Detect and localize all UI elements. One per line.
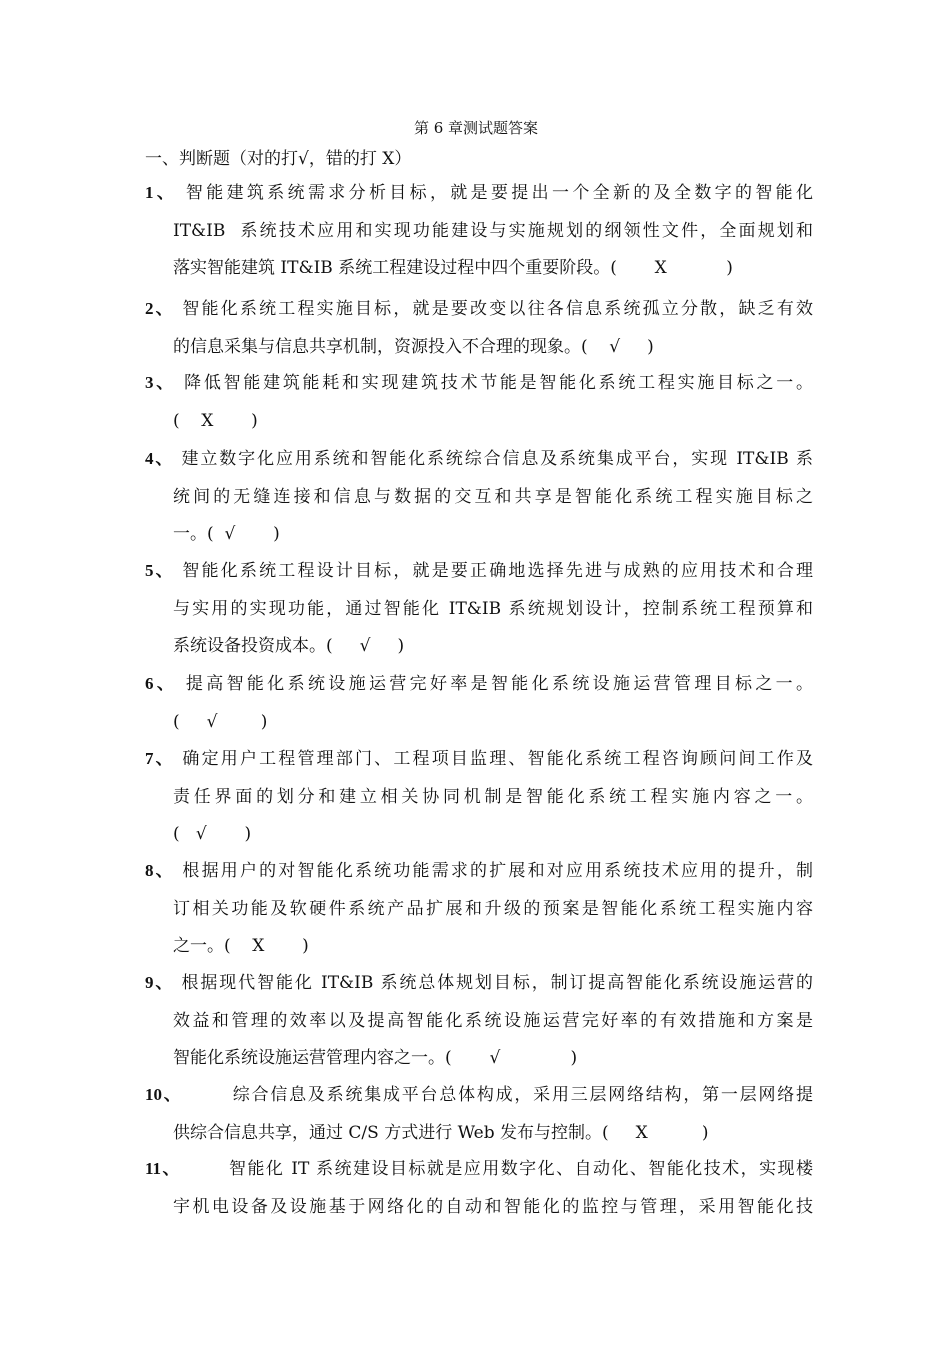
question-number: 7、: [145, 749, 175, 768]
question-text: 智能化 IT 系统建设目标就是应用数字化、自动化、智能化技术，实现楼: [180, 1159, 813, 1179]
question-item: [145, 740, 813, 854]
question-item: [145, 852, 813, 966]
question-text: 根据用户的对智能化系统功能需求的扩展和对应用系统技术应用的提升，制: [174, 861, 813, 881]
question-text: 系统设备投资成本。( √ ): [173, 636, 405, 656]
question-item: [145, 174, 813, 288]
question-number: 11、: [145, 1159, 181, 1178]
question-text: 与实用的实现功能，通过智能化 IT&IB 系统规划设计，控制系统工程预算和: [173, 598, 813, 619]
question-text: 供综合信息共享，通过 C/S 方式进行 Web 发布与控制。( X ): [173, 1122, 709, 1143]
question-text: ( √ ): [173, 824, 252, 844]
question-text: 提高智能化系统设施运营完好率是智能化系统设施运营管理目标之一。: [177, 674, 813, 694]
question-number: 2、: [145, 299, 175, 318]
question-text: 宇机电设备及设施基于网络化的自动和智能化的监控与管理，采用智能化技: [173, 1196, 813, 1217]
question-text: 责任界面的划分和建立相关协同机制是智能化系统工程实施内容之一。: [173, 786, 813, 807]
question-text: 根据现代智能化 IT&IB 系统总体规划目标，制订提高智能化系统设施运营的: [174, 973, 813, 993]
section-heading: 一、判断题（对的打√，错的打 X）: [145, 149, 412, 169]
question-number: 1、: [145, 183, 178, 202]
question-item: [145, 665, 813, 741]
question-text: ( √ ): [173, 711, 268, 732]
question-item: [145, 1076, 813, 1152]
question-text: 综合信息及系统集成平台总体构成，采用三层网络结构，第一层网络提: [182, 1085, 813, 1105]
question-text: 之一。( X ): [173, 936, 309, 956]
page-title: 第 6 章测试题答案: [413, 119, 539, 137]
question-text: 智能化系统设施运营管理内容之一。( √ ): [173, 1048, 578, 1068]
question-item: [145, 364, 813, 440]
question-item: [145, 1150, 813, 1226]
question-number: 4、: [145, 449, 175, 468]
question-number: 8、: [145, 861, 175, 880]
question-text: 一。( √ ): [173, 524, 280, 544]
question-item: [145, 440, 813, 554]
question-text: ( X ): [173, 410, 258, 431]
question-item: [145, 290, 813, 366]
question-text: 效益和管理的效率以及提高智能化系统设施运营完好率的有效措施和方案是: [173, 1010, 813, 1031]
question-text: IT&IB 系统技术应用和实现功能建设与实施规划的纲领性文件，全面规划和: [173, 220, 813, 241]
question-text: 统间的无缝连接和信息与数据的交互和共享是智能化系统工程实施目标之: [173, 486, 813, 507]
question-text: 的信息采集与信息共享机制，资源投入不合理的现象。( √ ): [173, 336, 654, 357]
question-text: 智能化系统工程实施目标，就是要改变以往各信息系统孤立分散，缺乏有效: [174, 299, 813, 319]
question-text: 智能化系统工程设计目标，就是要正确地选择先进与成熟的应用技术和合理: [174, 561, 813, 581]
question-number: 5、: [145, 561, 175, 580]
question-item: [145, 552, 813, 666]
question-number: 6、: [145, 674, 178, 693]
question-number: 10、: [145, 1085, 183, 1104]
question-text: 智能建筑系统需求分析目标，就是要提出一个全新的及全数字的智能化: [177, 183, 813, 203]
question-number: 9、: [145, 973, 175, 992]
question-text: 落实智能建筑 IT&IB 系统工程建设过程中四个重要阶段。( X ): [173, 258, 733, 278]
question-text: 确定用户工程管理部门、工程项目监理、智能化系统工程咨询顾问间工作及: [174, 749, 813, 769]
question-number: 3、: [145, 373, 176, 392]
question-item: [145, 964, 813, 1078]
question-text: 建立数字化应用系统和智能化系统综合信息及系统集成平台，实现 IT&IB 系: [174, 449, 813, 469]
question-text: 订相关功能及软硬件系统产品扩展和升级的预案是智能化系统工程实施内容: [173, 898, 813, 919]
question-text: 降低智能建筑能耗和实现建筑技术节能是智能化系统工程实施目标之一。: [175, 373, 813, 393]
